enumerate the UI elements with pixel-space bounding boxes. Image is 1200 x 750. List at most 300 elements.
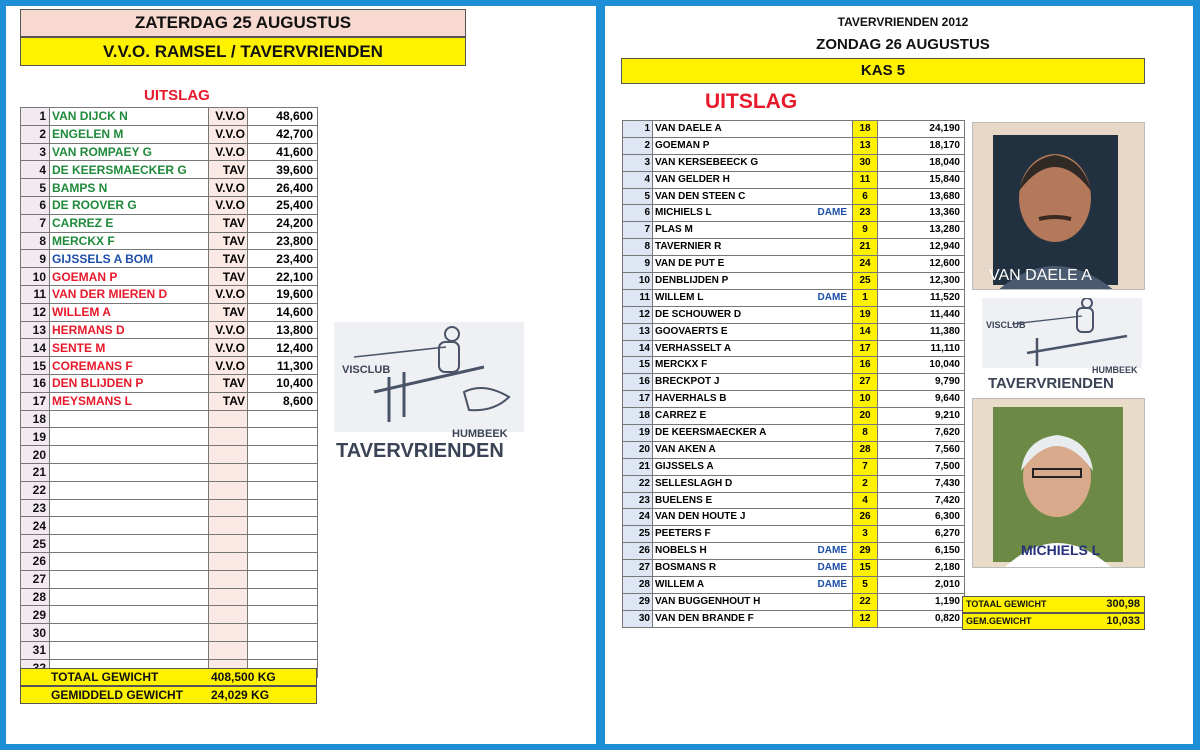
left-row-weight: 24,200 — [248, 214, 318, 232]
left-row-weight: 11,300 — [248, 357, 318, 375]
right-result-row — [623, 289, 965, 306]
left-row-club: TAV — [209, 250, 248, 268]
right-result-row — [623, 273, 965, 290]
right-row-weight: 6,300 — [878, 509, 965, 526]
right-row-weight: 6,270 — [878, 526, 965, 543]
left-result-row — [21, 196, 318, 214]
fisherman-pier-illustration-small — [982, 298, 1142, 368]
right-row-angler-name: VAN DEN STEEN C — [655, 190, 746, 202]
right-row-weight: 12,300 — [878, 273, 965, 290]
left-row-weight — [248, 481, 318, 499]
right-row-weight: 13,680 — [878, 188, 965, 205]
left-row-weight — [248, 535, 318, 553]
right-row-name-cell — [653, 154, 853, 171]
left-result-row — [21, 285, 318, 303]
left-row-club — [209, 535, 248, 553]
right-result-row — [623, 441, 965, 458]
right-row-name-cell — [653, 137, 853, 154]
right-row-angler-name: PEETERS F — [655, 528, 711, 540]
right-row-name-cell — [653, 171, 853, 188]
right-row-name-cell — [653, 205, 853, 222]
right-result-row — [623, 171, 965, 188]
left-row-angler-name: VAN ROMPAEY G — [50, 143, 209, 161]
left-result-row — [21, 179, 318, 197]
left-row-angler-name: HERMANS D — [50, 321, 209, 339]
winner-photo-michiels — [972, 398, 1145, 568]
left-result-row — [21, 108, 318, 126]
right-row-weight: 2,180 — [878, 560, 965, 577]
right-row-rank: 29 — [623, 593, 653, 610]
right-row-name-cell — [653, 543, 853, 560]
left-row-club: V.V.O — [209, 108, 248, 126]
right-row-rank: 6 — [623, 205, 653, 222]
right-row-kas: 1 — [853, 289, 878, 306]
right-row-name-cell — [653, 593, 853, 610]
right-row-kas: 5 — [853, 577, 878, 594]
right-row-name-cell — [653, 610, 853, 627]
left-row-rank: 27 — [21, 570, 50, 588]
right-row-rank: 21 — [623, 458, 653, 475]
man-portrait-image — [973, 123, 1145, 290]
right-row-rank: 8 — [623, 239, 653, 256]
right-row-rank: 17 — [623, 391, 653, 408]
right-row-angler-name: MICHIELS L — [655, 207, 712, 219]
left-row-club: TAV — [209, 374, 248, 392]
right-result-row — [623, 475, 965, 492]
right-row-angler-name: WILLEM A — [655, 578, 705, 590]
left-row-angler-name: DEN BLIJDEN P — [50, 374, 209, 392]
right-result-row — [623, 188, 965, 205]
right-row-rank: 27 — [623, 560, 653, 577]
right-total-label: TOTAAL GEWICHT — [966, 599, 1047, 609]
left-row-club: V.V.O — [209, 357, 248, 375]
left-row-angler-name — [50, 588, 209, 606]
right-row-name-cell — [653, 391, 853, 408]
right-row-name-cell — [653, 408, 853, 425]
left-row-club: TAV — [209, 214, 248, 232]
right-date: ZONDAG 26 AUGUSTUS — [816, 36, 990, 53]
left-row-rank: 2 — [21, 125, 50, 143]
right-row-angler-name: VERHASSELT A — [655, 342, 732, 354]
left-row-club — [209, 481, 248, 499]
left-row-weight — [248, 446, 318, 464]
left-row-rank: 29 — [21, 606, 50, 624]
left-row-club: TAV — [209, 392, 248, 410]
right-row-weight: 7,500 — [878, 458, 965, 475]
right-row-rank: 4 — [623, 171, 653, 188]
right-row-weight: 11,110 — [878, 340, 965, 357]
logo-humbeek-text: HUMBEEK — [452, 428, 508, 440]
right-row-angler-name: SELLESLAGH D — [655, 477, 733, 489]
right-result-row — [623, 306, 965, 323]
right-row-kas: 10 — [853, 391, 878, 408]
right-row-kas: 3 — [853, 526, 878, 543]
right-results-sheet — [605, 6, 1193, 744]
right-row-kas: 26 — [853, 509, 878, 526]
right-row-weight: 7,430 — [878, 475, 965, 492]
right-row-kas: 19 — [853, 306, 878, 323]
right-row-weight: 11,520 — [878, 289, 965, 306]
right-result-row — [623, 526, 965, 543]
left-row-club — [209, 428, 248, 446]
right-row-weight: 9,790 — [878, 374, 965, 391]
right-row-rank: 2 — [623, 137, 653, 154]
right-row-weight: 6,150 — [878, 543, 965, 560]
right-row-rank: 24 — [623, 509, 653, 526]
left-row-club: TAV — [209, 268, 248, 286]
right-row-angler-name: WILLEM L — [655, 291, 704, 303]
right-result-row — [623, 391, 965, 408]
right-row-angler-name: VAN GELDER H — [655, 173, 730, 185]
right-result-title: UITSLAG — [705, 90, 798, 113]
right-row-kas: 29 — [853, 543, 878, 560]
right-result-row — [623, 492, 965, 509]
right-row-kas: 25 — [853, 273, 878, 290]
left-row-weight: 8,600 — [248, 392, 318, 410]
left-row-club — [209, 570, 248, 588]
right-row-weight: 11,440 — [878, 306, 965, 323]
right-row-angler-name: VAN DEN BRANDE F — [655, 612, 754, 624]
dame-badge: DAME — [817, 207, 847, 219]
left-row-angler-name — [50, 624, 209, 642]
photo2-caption: MICHIELS L — [1021, 542, 1101, 558]
right-row-weight: 9,640 — [878, 391, 965, 408]
right-result-row — [623, 610, 965, 627]
right-row-rank: 11 — [623, 289, 653, 306]
left-result-row — [21, 392, 318, 410]
left-average-value: 24,029 KG — [211, 688, 270, 702]
left-subtitle: V.V.O. RAMSEL / TAVERVRIENDEN — [103, 42, 383, 61]
right-row-weight: 15,840 — [878, 171, 965, 188]
right-row-rank: 26 — [623, 543, 653, 560]
right-row-kas: 9 — [853, 222, 878, 239]
left-result-row — [21, 410, 318, 428]
right-row-name-cell — [653, 222, 853, 239]
left-row-rank: 12 — [21, 303, 50, 321]
photo1-caption: VAN DAELE A — [989, 267, 1092, 284]
left-row-weight: 12,400 — [248, 339, 318, 357]
right-row-angler-name: BOSMANS R — [655, 562, 717, 574]
right-row-name-cell — [653, 458, 853, 475]
left-row-angler-name: MERCKX F — [50, 232, 209, 250]
left-row-club: V.V.O — [209, 339, 248, 357]
right-row-kas: 23 — [853, 205, 878, 222]
left-row-angler-name — [50, 428, 209, 446]
left-row-angler-name — [50, 499, 209, 517]
left-row-rank: 15 — [21, 357, 50, 375]
right-row-weight: 7,560 — [878, 441, 965, 458]
right-row-kas: 30 — [853, 154, 878, 171]
left-row-angler-name: SENTE M — [50, 339, 209, 357]
right-result-row — [623, 408, 965, 425]
left-row-club — [209, 641, 248, 659]
right-result-row — [623, 340, 965, 357]
left-row-rank: 26 — [21, 552, 50, 570]
left-result-row — [21, 517, 318, 535]
left-row-rank: 21 — [21, 463, 50, 481]
left-average-label: GEMIDDELD GEWICHT — [51, 688, 183, 702]
visclub-logo-small — [982, 298, 1142, 393]
left-total-label: TOTAAL GEWICHT — [51, 670, 159, 684]
left-row-weight — [248, 606, 318, 624]
left-date-banner — [20, 9, 466, 37]
right-row-weight: 12,940 — [878, 239, 965, 256]
dame-badge: DAME — [817, 562, 847, 574]
left-row-rank: 25 — [21, 535, 50, 553]
right-row-kas: 6 — [853, 188, 878, 205]
left-row-rank: 3 — [21, 143, 50, 161]
right-row-rank: 10 — [623, 273, 653, 290]
left-row-club: V.V.O — [209, 125, 248, 143]
right-row-rank: 7 — [623, 222, 653, 239]
right-row-rank: 28 — [623, 577, 653, 594]
right-row-kas: 18 — [853, 121, 878, 138]
dame-badge: DAME — [817, 545, 847, 557]
right-average-label: GEM.GEWICHT — [966, 616, 1032, 626]
left-row-club — [209, 410, 248, 428]
left-result-row — [21, 481, 318, 499]
right-row-name-cell — [653, 340, 853, 357]
right-row-rank: 5 — [623, 188, 653, 205]
left-row-rank: 5 — [21, 179, 50, 197]
right-row-weight: 18,040 — [878, 154, 965, 171]
right-row-angler-name: CARREZ E — [655, 410, 707, 422]
left-row-club: V.V.O — [209, 196, 248, 214]
left-row-weight: 14,600 — [248, 303, 318, 321]
right-row-name-cell — [653, 273, 853, 290]
left-row-rank: 28 — [21, 588, 50, 606]
left-row-rank: 18 — [21, 410, 50, 428]
right-row-kas: 16 — [853, 357, 878, 374]
left-row-weight: 23,400 — [248, 250, 318, 268]
left-row-club — [209, 446, 248, 464]
right-average-value: 10,033 — [1106, 615, 1140, 627]
right-row-rank: 16 — [623, 374, 653, 391]
left-row-rank: 20 — [21, 446, 50, 464]
left-result-row — [21, 552, 318, 570]
right-result-row — [623, 357, 965, 374]
left-result-row — [21, 321, 318, 339]
left-row-angler-name: BAMPS N — [50, 179, 209, 197]
logo-visclub-text: VISCLUB — [342, 364, 391, 376]
left-row-club: V.V.O — [209, 143, 248, 161]
left-row-rank: 6 — [21, 196, 50, 214]
left-date: ZATERDAG 25 AUGUSTUS — [134, 13, 352, 32]
left-row-club: TAV — [209, 232, 248, 250]
left-row-angler-name — [50, 535, 209, 553]
left-row-angler-name — [50, 641, 209, 659]
left-row-club — [209, 588, 248, 606]
left-row-club: TAV — [209, 161, 248, 179]
right-row-weight: 12,600 — [878, 256, 965, 273]
left-row-rank: 19 — [21, 428, 50, 446]
right-row-kas: 27 — [853, 374, 878, 391]
right-row-angler-name: TAVERNIER R — [655, 241, 722, 253]
left-row-angler-name: DE KEERSMAECKER G — [50, 161, 209, 179]
right-result-row — [623, 256, 965, 273]
left-row-rank: 13 — [21, 321, 50, 339]
right-row-angler-name: VAN BUGGENHOUT H — [655, 595, 761, 607]
right-row-name-cell — [653, 577, 853, 594]
winner-photo-van-daele — [972, 122, 1145, 290]
left-row-weight — [248, 588, 318, 606]
left-row-weight: 48,600 — [248, 108, 318, 126]
left-row-angler-name — [50, 481, 209, 499]
left-row-club — [209, 463, 248, 481]
left-row-angler-name: COREMANS F — [50, 357, 209, 375]
right-row-rank: 15 — [623, 357, 653, 374]
left-result-row — [21, 250, 318, 268]
right-row-rank: 22 — [623, 475, 653, 492]
left-row-rank: 11 — [21, 285, 50, 303]
right-row-kas: 12 — [853, 610, 878, 627]
right-row-name-cell — [653, 239, 853, 256]
small-logo-name-text: TAVERVRIENDEN — [988, 375, 1114, 392]
left-row-weight — [248, 410, 318, 428]
left-result-row — [21, 268, 318, 286]
left-row-angler-name — [50, 517, 209, 535]
left-row-angler-name — [50, 410, 209, 428]
right-row-name-cell — [653, 509, 853, 526]
right-row-weight: 13,280 — [878, 222, 965, 239]
left-row-club — [209, 517, 248, 535]
left-row-weight: 39,600 — [248, 161, 318, 179]
right-result-row — [623, 509, 965, 526]
left-row-club — [209, 499, 248, 517]
right-row-rank: 9 — [623, 256, 653, 273]
right-row-name-cell — [653, 560, 853, 577]
right-total-value: 300,98 — [1106, 598, 1140, 610]
right-row-weight: 9,210 — [878, 408, 965, 425]
right-result-row — [623, 205, 965, 222]
right-row-angler-name: VAN DE PUT E — [655, 258, 725, 270]
right-row-name-cell — [653, 475, 853, 492]
right-result-row — [623, 577, 965, 594]
right-kas: KAS 5 — [860, 62, 906, 79]
left-row-club — [209, 624, 248, 642]
left-row-rank: 1 — [21, 108, 50, 126]
right-row-weight: 7,620 — [878, 425, 965, 442]
right-row-angler-name: BRECKPOT J — [655, 376, 720, 388]
right-row-weight: 7,420 — [878, 492, 965, 509]
right-row-rank: 12 — [623, 306, 653, 323]
left-row-angler-name: VAN DIJCK N — [50, 108, 209, 126]
left-row-weight — [248, 624, 318, 642]
dame-badge: DAME — [817, 578, 847, 590]
right-row-name-cell — [653, 357, 853, 374]
left-row-weight — [248, 517, 318, 535]
left-row-rank: 24 — [21, 517, 50, 535]
small-logo-visclub-text: VISCLUB — [986, 320, 1026, 330]
fisherman-pier-illustration — [334, 322, 524, 432]
left-row-rank: 31 — [21, 641, 50, 659]
left-row-weight — [248, 463, 318, 481]
left-row-rank: 30 — [21, 624, 50, 642]
right-results-table — [622, 120, 965, 628]
right-row-angler-name: VAN DAELE A — [655, 122, 722, 134]
left-result-row — [21, 143, 318, 161]
left-row-rank: 8 — [21, 232, 50, 250]
left-row-weight — [248, 570, 318, 588]
small-logo-humbeek-text: HUMBEEK — [1092, 365, 1138, 375]
right-row-rank: 3 — [623, 154, 653, 171]
right-season: TAVERVRIENDEN 2012 — [837, 15, 969, 29]
left-row-angler-name — [50, 570, 209, 588]
right-row-angler-name: GIJSSELS A — [655, 460, 714, 472]
right-result-row — [623, 593, 965, 610]
left-results-table — [20, 107, 318, 678]
left-result-row — [21, 570, 318, 588]
right-result-row — [623, 323, 965, 340]
left-row-angler-name: CARREZ E — [50, 214, 209, 232]
right-row-angler-name: VAN KERSEBEECK G — [655, 156, 759, 168]
right-row-kas: 7 — [853, 458, 878, 475]
right-row-name-cell — [653, 492, 853, 509]
right-average-row — [962, 613, 1145, 630]
left-row-rank: 9 — [21, 250, 50, 268]
left-result-row — [21, 125, 318, 143]
right-result-row — [623, 543, 965, 560]
right-result-row — [623, 121, 965, 138]
right-result-row — [623, 458, 965, 475]
right-row-kas: 22 — [853, 593, 878, 610]
left-row-rank: 16 — [21, 374, 50, 392]
left-result-row — [21, 588, 318, 606]
right-row-weight: 13,360 — [878, 205, 965, 222]
left-row-weight: 19,600 — [248, 285, 318, 303]
left-row-rank: 14 — [21, 339, 50, 357]
right-result-row — [623, 239, 965, 256]
right-row-kas: 11 — [853, 171, 878, 188]
left-results-sheet — [6, 6, 596, 744]
left-row-weight — [248, 641, 318, 659]
right-row-rank: 25 — [623, 526, 653, 543]
left-row-weight — [248, 428, 318, 446]
right-row-name-cell — [653, 289, 853, 306]
right-row-angler-name: DENBLIJDEN P — [655, 274, 729, 286]
right-row-rank: 1 — [623, 121, 653, 138]
right-result-row — [623, 222, 965, 239]
left-row-rank: 17 — [21, 392, 50, 410]
right-row-angler-name: GOEMAN P — [655, 139, 710, 151]
left-average-row — [20, 686, 317, 704]
left-result-row — [21, 303, 318, 321]
right-row-rank: 23 — [623, 492, 653, 509]
left-row-angler-name: VAN DER MIEREN D — [50, 285, 209, 303]
left-row-angler-name — [50, 606, 209, 624]
left-row-rank: 4 — [21, 161, 50, 179]
left-result-row — [21, 606, 318, 624]
right-row-name-cell — [653, 425, 853, 442]
right-row-kas: 13 — [853, 137, 878, 154]
right-row-kas: 24 — [853, 256, 878, 273]
left-row-angler-name: GIJSSELS A BOM — [50, 250, 209, 268]
right-row-kas: 28 — [853, 441, 878, 458]
left-row-weight: 26,400 — [248, 179, 318, 197]
logo-name-text: TAVERVRIENDEN — [336, 440, 504, 462]
right-row-kas: 4 — [853, 492, 878, 509]
left-result-row — [21, 499, 318, 517]
right-total-row — [962, 596, 1145, 613]
right-row-name-cell — [653, 256, 853, 273]
right-row-weight: 24,190 — [878, 121, 965, 138]
right-kas-banner — [621, 58, 1145, 84]
left-row-club: V.V.O — [209, 179, 248, 197]
right-row-angler-name: VAN AKEN A — [655, 443, 716, 455]
left-row-weight: 25,400 — [248, 196, 318, 214]
left-row-weight: 23,800 — [248, 232, 318, 250]
right-row-angler-name: PLAS M — [655, 224, 693, 236]
